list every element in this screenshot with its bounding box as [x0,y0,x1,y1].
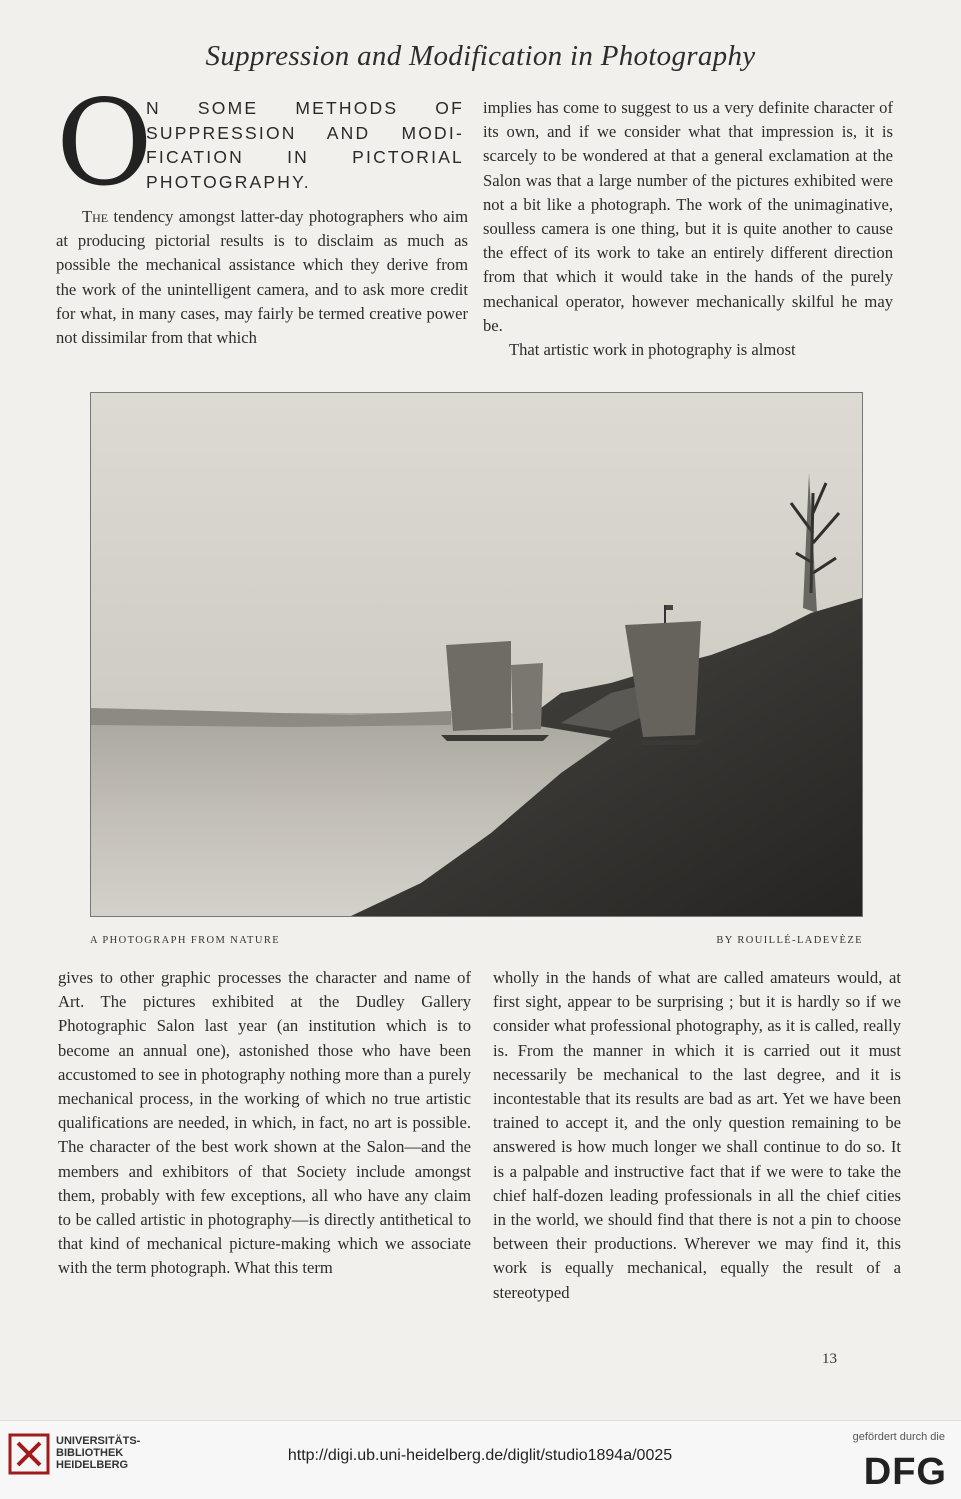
column-top-right [483,96,893,362]
drop-cap: O [56,74,153,212]
library-logo-icon [8,1433,50,1480]
column-bottom-right [493,966,901,1305]
page-number: 13 [822,1351,837,1367]
library-line-3: HEIDELBERG [56,1459,129,1471]
lead-word: The [82,207,109,226]
paragraph: wholly in the hands of what are called amateurs would, at first sight, appear to be surprising ; but it is hardly so if we consider what professional photography, as it is called, really is. From the manner in which it is carried out it must necessarily be mechanical to the last degree, and it is incontestable that its results are bad as art. Yet we have been trained to accept it, and the only question remaining to be answered is how much longer we shall continue to do so. It is a palpable and instructive fact that if we were to take the chief half-dozen leading professionals in all the chief cities in the world, we should find that there is not a pin to choose between their productions. Wherever we may find it, this work is equally mechanical, equally the result of a stereotyped [493,968,901,1302]
running-head: Suppression and Modification in Photography [205,40,756,72]
article-heading: N SOME METHODS OF SUPPRESSION AND MODI- FICATION IN PICTORIAL PHOTOGRAPHY. [146,98,464,192]
article-intro [56,74,468,212]
paragraph: That artistic work in photography is almost [509,340,796,360]
library-line-2: BIBLIOTHEK [56,1447,124,1459]
paragraph [56,205,468,350]
photo-caption: A PHOTOGRAPH FROM NATURE [90,935,281,946]
column-bottom-left [58,966,471,1281]
library-name [56,1435,140,1471]
photograph [90,392,863,917]
paragraph-text: tendency amongst latter-day photographers who aim at producing pictorial results is to disclaim as much as possible the mechanical assistance which they derive from the work of the unintelligent camera, and to ask more credit for what, in many cases, may fairly be termed creative power not dissimilar from that which [56,207,468,348]
photograph-image [91,393,862,916]
column-top-left [56,205,468,350]
funded-by-label: gefördert durch die [852,1431,945,1443]
paragraph: gives to other graphic processes the character and name of Art. The pictures exhibited at the Dudley Gallery Photographic Salon last year (an institution which is to become an annual one), astonished those who have been accustomed to see in photography nothing more than a purely mechanical process, in the working of which no true artistic qualifications are needed, in which, in fact, no art is possible. The character of the best work shown at the Salon—and the members and exhibitors of that Society include amongst them, probably with few exceptions, all who have any claim to be called artistic in photography—is directly antithetical to that kind of mechanical picture-making which we associate with the term photograph. What this term [58,968,471,1278]
dfg-logo: DFG [863,1451,947,1493]
library-line-1: UNIVERSITÄTS- [56,1435,141,1447]
permalink-url[interactable]: http://digi.ub.uni-heidelberg.de/diglit/studio1894a/0025 [287,1447,673,1464]
viewer-footer [0,1420,961,1499]
paragraph: implies has come to suggest to us a very definite character of its own, and if we consider what that impression is, it is scarcely to be wondered at that a general exclamation at the Salon was that a large number of the pictures exhibited were not a bit like a photograph. The work of the unimaginative, soulless camera is one thing, but it is quite another to cause the effect of its work to take an entirely different direction from that which it would take in the hands of the purely mechanical operator, however mechanically skilful he may be. [483,98,893,335]
photo-credit: BY ROUILLÉ-LADEVÈZE [716,935,863,946]
